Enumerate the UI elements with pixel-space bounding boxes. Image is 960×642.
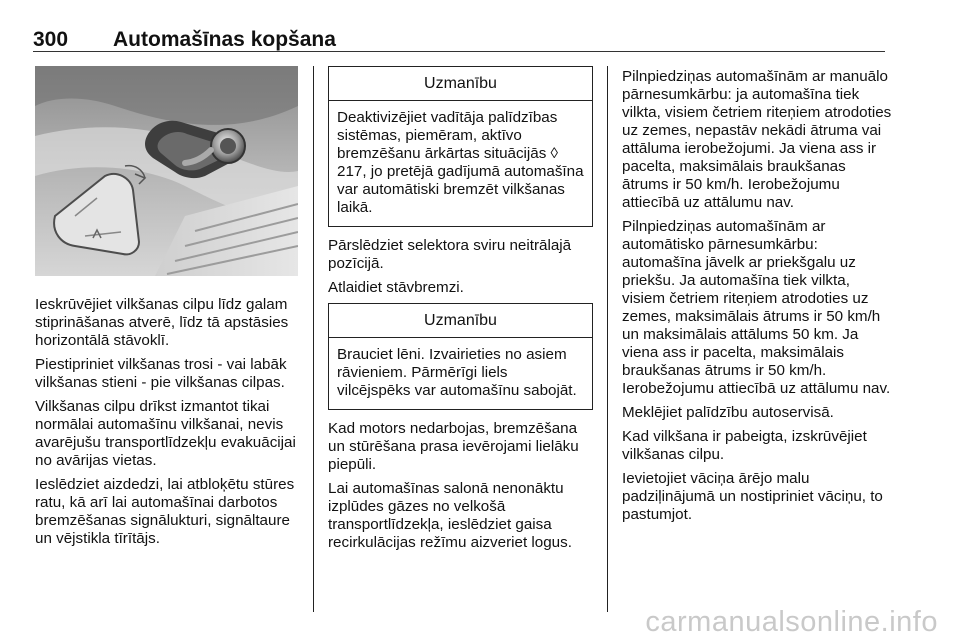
caution-title: Uzmanību bbox=[329, 304, 592, 338]
page-header bbox=[33, 20, 928, 52]
paragraph: Pilnpiedziņas automašīnām ar manuālo pārnesumkārbu: ja automašīna tiek vilkta, visiem četriem riteņiem atrodoties uz zemes, nepastāv nekādi ātruma vai attāluma ierobežojumi. Ja viena ass ir pacelta, maksimālais braukšanas ātrums ir 50 km/h. Ierobežojumu attiecībā uz attālumu nav. bbox=[622, 68, 892, 211]
caution-text: Deaktivizējiet vadītāja palīdzības sistēmas, piemēram, aktīvo bremzēšanu ārkārtas situācijās ◊ 217, jo pretējā gadījumā automašīna var automātiski bremzēt vilkšanas laikā. bbox=[337, 109, 584, 216]
caution-title: Uzmanību bbox=[329, 67, 592, 101]
page-number: 300 bbox=[33, 28, 69, 51]
page-title: Automašīnas kopšana bbox=[113, 28, 336, 51]
paragraph: Ieskrūvējiet vilkšanas cilpu līdz galam stiprināšanas atverē, līdz tā apstāsies horizontālā stāvoklī. bbox=[35, 296, 289, 349]
paragraph: Ievietojiet vāciņa ārējo malu padziļinājumā un nostipriniet vāciņu, to pastumjot. bbox=[622, 470, 883, 523]
watermark: carmanualsonline.info bbox=[645, 606, 938, 638]
caution-box bbox=[328, 66, 593, 227]
paragraph: Lai automašīnas salonā nenonāktu izplūdes gāzes no velkošā transportlīdzekļa, ieslēdziet gaisa recirkulācijas režīmu aizveriet logus. bbox=[328, 480, 572, 551]
caution-box bbox=[328, 303, 593, 410]
paragraph: Atlaidiet stāvbremzi. bbox=[328, 279, 464, 296]
column-right bbox=[622, 68, 894, 530]
paragraph: Meklējiet palīdzību autoservisā. bbox=[622, 404, 834, 421]
paragraph: Piestipriniet vilkšanas trosi - vai labāk vilkšanas stieni - pie vilkšanas cilpas. bbox=[35, 356, 287, 391]
paragraph: Ieslēdziet aizdedzi, lai atbloķētu stūres ratu, kā arī lai automašīnai darbotos bremzēšanas signālukturi, signāltaure un vējstikla tīrītājs. bbox=[35, 476, 295, 547]
paragraph: Pilnpiedziņas automašīnām ar automātisko pārnesumkārbu: automašīna jāvelk ar priekšgalu uz priekšu. Ja automašīna tiek vilkta, visiem četriem riteņiem atrodoties uz zemes, maksimālais ātrums ir 50 km/h un maksimālais attālums 50 km. Ja viena ass ir pacelta, maksimālais braukšanas ātrums ir 50 km/h. Ierobežojumu attiecībā uz attālumu nav. bbox=[622, 218, 891, 397]
paragraph: Vilkšanas cilpu drīkst izmantot tikai normālai automašīnu vilkšanai, nevis avarējušu transportlīdzekļu evakuācijai no avārijas vietas. bbox=[35, 398, 296, 469]
paragraph: Kad vilkšana ir pabeigta, izskrūvējiet vilkšanas cilpu. bbox=[622, 428, 867, 463]
tow-eye-illustration bbox=[35, 66, 298, 276]
header-divider bbox=[33, 51, 885, 52]
column-left bbox=[35, 66, 299, 554]
caution-text: Brauciet lēni. Izvairieties no asiem rāvieniem. Pārmērīgi liels vilcējspēks var automašīnu sabojāt. bbox=[337, 346, 577, 399]
column-middle bbox=[328, 66, 593, 558]
paragraph: Pārslēdziet selektora sviru neitrālajā pozīcijā. bbox=[328, 237, 572, 272]
column-divider bbox=[607, 66, 608, 612]
paragraph: Kad motors nedarbojas, bremzēšana un stūrēšana prasa ievērojami lielāku piepūli. bbox=[328, 420, 579, 473]
column-divider bbox=[313, 66, 314, 612]
